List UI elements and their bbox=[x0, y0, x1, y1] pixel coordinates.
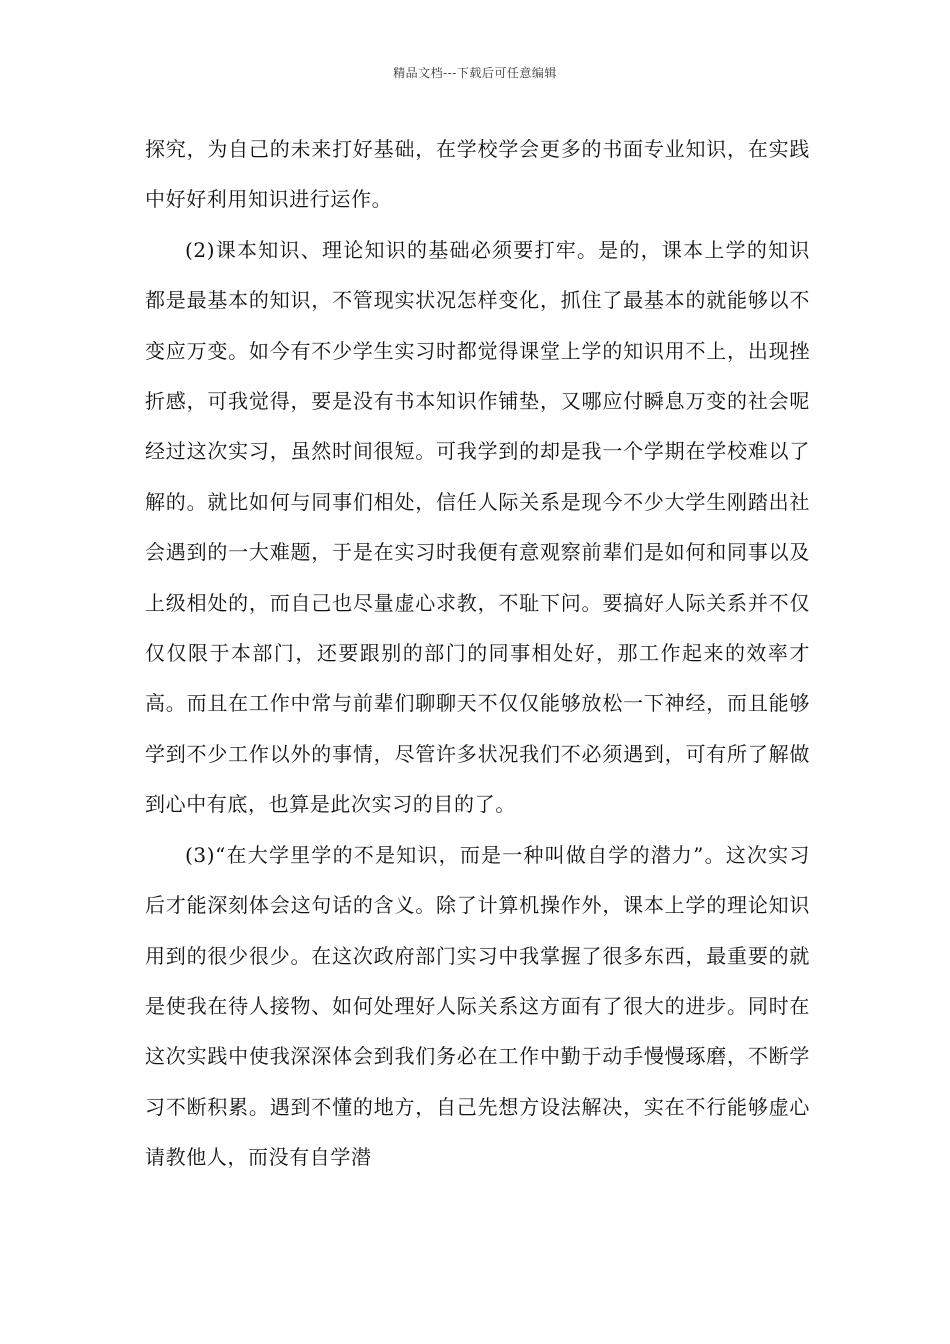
page-header: 精品文档---下载后可任意编辑 bbox=[393, 66, 557, 80]
paragraph-3: (3)“在大学里学的不是知识，而是一种叫做自学的潜力”。这次实习后才能深刻体会这句话的含义。除了计算机操作外，课本上学的理论知识用到的很少很少。在这次政府部门实习中我掌握了很多东西，最重要的就是使我在待人接物、如何处理好人际关系这方面有了很大的进步。同时在这次实践中使我深深体会到我们务必在工作中勤于动手慢慢琢磨，不断学习不断积累。遇到不懂的地方，自己先想方设法解决，实在不行能够虚心请教他人，而没有自学潜 bbox=[145, 842, 810, 1170]
document-body bbox=[145, 124, 810, 1183]
paragraph-1: 探究，为自己的未来打好基础，在学校学会更多的书面专业知识，在实践中好好利用知识进行运作。 bbox=[145, 137, 810, 212]
paragraph-2: (2)课本知识、理论知识的基础必须要打牢。是的，课本上学的知识都是最基本的知识，不管现实状况怎样变化，抓住了最基本的就能够以不变应万变。如今有不少学生实习时都觉得课堂上学的知识用不上，出现挫折感，可我觉得，要是没有书本知识作铺垫，又哪应付瞬息万变的社会呢经过这次实习，虽然时间很短。可我学到的却是我一个学期在学校难以了解的。就比如何与同事们相处，信任人际关系是现今不少大学生刚踏出社会遇到的一大难题，于是在实习时我便有意观察前辈们是如何和同事以及上级相处的，而自己也尽量虚心求教，不耻下问。要搞好人际关系并不仅仅仅限于本部门，还要跟别的部门的同事相处好，那工作起来的效率才高。而且在工作中常与前辈们聊聊天不仅仅能够放松一下神经，而且能够学到不少工作以外的事情，尽管许多状况我们不必须遇到，可有所了解做到心中有底，也算是此次实习的目的了。 bbox=[145, 237, 810, 817]
